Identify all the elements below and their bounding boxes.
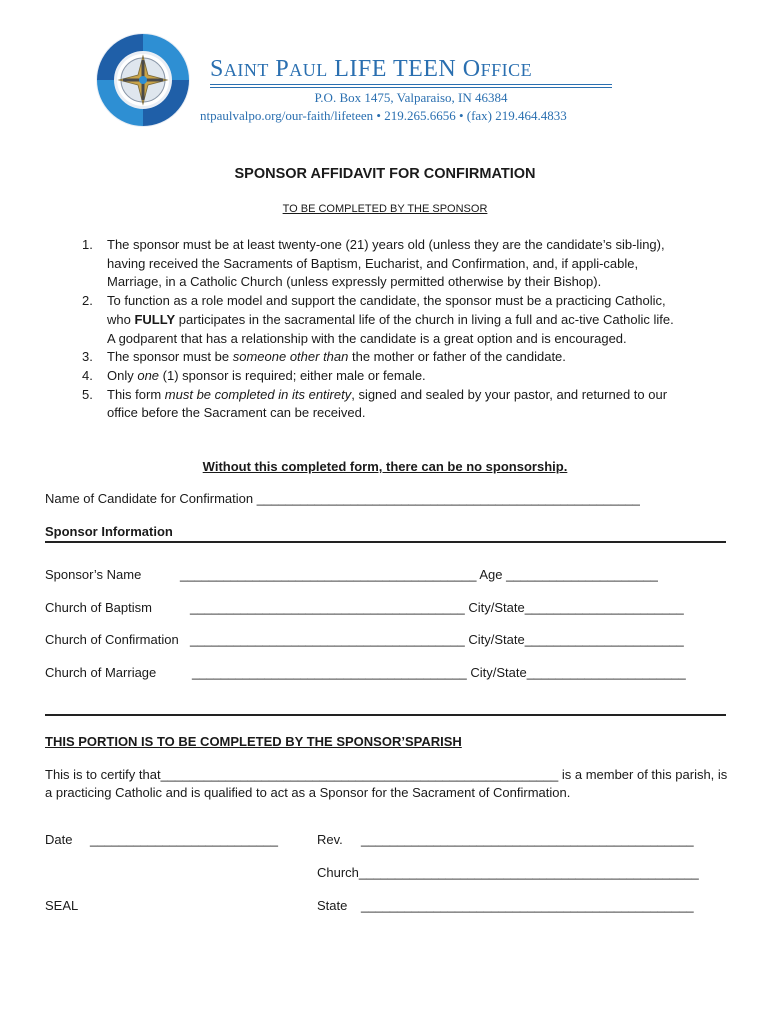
title-rule <box>210 84 612 85</box>
rule-text: The sponsor must be someone other than the mother or father of the candidate. <box>107 349 566 365</box>
rule-text: The sponsor must be at least twenty-one (21) years old (unless they are the candidate’s sib-ling), having received the Sacraments of Baptism, Eucharist, and Confirmation, and, if appli-cable, Marriage, in a Catholic Church (unless expressly permitted otherwise by their Bishop). <box>107 237 665 290</box>
rule-item <box>82 367 682 386</box>
office-contact: ntpaulvalpo.org/our-faith/lifeteen • 219.265.6656 • (fax) 219.464.4833 <box>200 108 567 123</box>
section-divider <box>45 714 726 716</box>
section-divider <box>45 541 726 543</box>
seal-label: SEAL <box>45 898 79 913</box>
candidate-name-field[interactable]: Name of Candidate for Confirmation _____________________________________________________ <box>45 491 640 506</box>
church-of-confirmation-field[interactable]: ______________________________________ City/State______________________ <box>190 632 684 647</box>
rule-item <box>82 348 682 367</box>
certify-statement[interactable]: This is to certify that_______________________________________________________ is a member of this parish, is a practicing Catholic and is qualified to act as a Sponsor for the Sacrament of Confirmation. <box>45 767 728 800</box>
rule-number: 2. <box>82 293 93 309</box>
church-of-marriage-label: Church of Marriage <box>45 665 157 680</box>
rule-item <box>82 386 682 423</box>
date-field[interactable]: __________________________ <box>90 832 278 847</box>
title-rule <box>210 87 612 88</box>
church-of-marriage-field[interactable]: ______________________________________ City/State______________________ <box>192 665 686 680</box>
compass-cross-logo <box>88 26 198 134</box>
sponsor-name-field[interactable]: _________________________________________ Age _____________________ <box>180 567 658 582</box>
rule-number: 5. <box>82 386 93 402</box>
state-field[interactable]: ______________________________________________ <box>361 898 694 913</box>
church-of-baptism-label: Church of Baptism <box>45 600 152 615</box>
rule-number: 4. <box>82 367 93 383</box>
rev-label: Rev. <box>317 832 343 847</box>
rule-number: 1. <box>82 237 93 252</box>
parish-section-heading: THIS PORTION IS TO BE COMPLETED BY THE SPONSOR’SPARISH <box>45 734 462 749</box>
rule-text: This form must be completed in its entirety, signed and sealed by your pastor, and returned to our office before the Sacrament can be received. <box>107 386 668 421</box>
date-label: Date <box>45 832 73 847</box>
sponsor-info-heading: Sponsor Information <box>45 524 173 539</box>
church-of-baptism-field[interactable]: ______________________________________ City/State______________________ <box>190 600 684 615</box>
state-label: State <box>317 898 348 913</box>
rule-text: To function as a role model and support the candidate, the sponsor must be a practicing Catholic, who FULLY participates in the sacramental life of the church in living a full and ac-tive Catholic life. A godparent that has a relationship with the candidate is a great option and is encouraged. <box>107 293 674 346</box>
sponsor-name-label: Sponsor’s Name <box>45 567 142 582</box>
rule-number: 3. <box>82 349 93 365</box>
document-subtitle: TO BE COMPLETED BY THE SPONSOR <box>282 203 488 215</box>
rule-item <box>82 236 682 292</box>
rule-item <box>82 292 682 348</box>
warning-text: Without this completed form, there can be no sponsorship. <box>202 459 568 474</box>
document-title: SPONSOR AFFIDAVIT FOR CONFIRMATION <box>234 166 536 182</box>
office-title: SAINT PAUL LIFE TEEN OFFICE <box>210 56 533 82</box>
church-of-confirmation-label: Church of Confirmation <box>45 632 179 647</box>
rules-list <box>82 236 682 423</box>
office-address: P.O. Box 1475, Valparaiso, IN 46384 <box>314 90 508 105</box>
rule-text: Only one (1) sponsor is required; either male or female. <box>107 367 426 383</box>
rev-field[interactable]: ______________________________________________ <box>361 832 694 847</box>
church-field[interactable]: Church_______________________________________________ <box>317 865 699 880</box>
